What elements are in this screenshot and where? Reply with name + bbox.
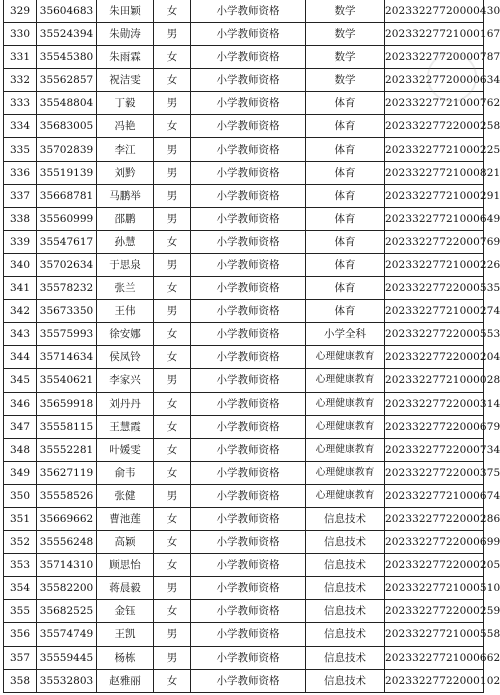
subject-cell: 心理健康教育 (306, 369, 385, 392)
row-number-cell: 332 (4, 69, 37, 92)
exam-id-cell: 35627119 (37, 461, 97, 484)
table-row (4, 369, 484, 392)
applicant-name-cell: 张健 (97, 484, 154, 507)
table-row (4, 92, 484, 115)
subject-cell: 体育 (306, 161, 385, 184)
gender-cell: 男 (154, 646, 191, 669)
gender-cell: 女 (154, 669, 191, 692)
exam-id-cell: 35582200 (37, 577, 97, 600)
gender-cell: 男 (154, 484, 191, 507)
row-number-cell: 337 (4, 184, 37, 207)
table-row (4, 554, 484, 577)
table-row (4, 161, 484, 184)
exam-id-cell: 35668781 (37, 184, 97, 207)
qualification-type-cell: 小学教师资格 (191, 577, 306, 600)
qualification-type-cell: 小学教师资格 (191, 346, 306, 369)
table-row (4, 346, 484, 369)
certificate-number-cell: 20233227721000291 (385, 184, 484, 207)
gender-cell: 男 (154, 253, 191, 276)
exam-id-cell: 35558115 (37, 415, 97, 438)
certificate-number-cell: 20233227722000769 (385, 230, 484, 253)
gender-cell: 男 (154, 577, 191, 600)
subject-cell: 数学 (306, 23, 385, 46)
certificate-number-cell: 20233227721000225 (385, 138, 484, 161)
table-row (4, 0, 484, 23)
table-row (4, 669, 484, 692)
table-row (4, 253, 484, 276)
applicant-name-cell: 祝洁雯 (97, 69, 154, 92)
applicant-name-cell: 高颖 (97, 531, 154, 554)
certificate-number-cell: 20233227720000787 (385, 46, 484, 69)
row-number-cell: 355 (4, 600, 37, 623)
applicant-name-cell: 丁毅 (97, 92, 154, 115)
certificate-number-cell: 20233227722000205 (385, 554, 484, 577)
roster-body (4, 0, 500, 692)
row-number-cell: 343 (4, 323, 37, 346)
subject-cell: 信息技术 (306, 623, 385, 646)
applicant-name-cell: 赵雅丽 (97, 669, 154, 692)
row-number-cell: 346 (4, 392, 37, 415)
qualification-type-cell: 小学教师资格 (191, 554, 306, 577)
gender-cell: 女 (154, 323, 191, 346)
row-number-cell: 354 (4, 577, 37, 600)
applicant-name-cell: 朱雨霖 (97, 46, 154, 69)
exam-id-cell: 35702634 (37, 253, 97, 276)
exam-id-cell: 35682525 (37, 600, 97, 623)
table-row (4, 300, 484, 323)
subject-cell: 心理健康教育 (306, 461, 385, 484)
subject-cell: 心理健康教育 (306, 484, 385, 507)
subject-cell: 数学 (306, 69, 385, 92)
exam-id-cell: 35519139 (37, 161, 97, 184)
certificate-number-cell: 20233227722000204 (385, 346, 484, 369)
applicant-name-cell: 叶媛雯 (97, 438, 154, 461)
table-row (4, 323, 484, 346)
certificate-number-cell: 20233227722000259 (385, 600, 484, 623)
exam-id-cell: 35532803 (37, 669, 97, 692)
certificate-number-cell: 20233227721000662 (385, 646, 484, 669)
row-number-cell: 340 (4, 253, 37, 276)
qualification-type-cell: 小学教师资格 (191, 230, 306, 253)
gender-cell: 女 (154, 46, 191, 69)
subject-cell: 体育 (306, 184, 385, 207)
gender-cell: 女 (154, 507, 191, 530)
applicant-name-cell: 王凯 (97, 623, 154, 646)
qualification-type-cell: 小学教师资格 (191, 669, 306, 692)
exam-id-cell: 35659918 (37, 392, 97, 415)
row-number-cell: 342 (4, 300, 37, 323)
applicant-name-cell: 金钰 (97, 600, 154, 623)
exam-id-cell: 35574749 (37, 623, 97, 646)
applicant-name-cell: 张兰 (97, 277, 154, 300)
subject-cell: 信息技术 (306, 600, 385, 623)
subject-cell: 信息技术 (306, 554, 385, 577)
applicant-name-cell: 顾思怡 (97, 554, 154, 577)
exam-id-cell: 35562857 (37, 69, 97, 92)
row-number-cell: 329 (4, 0, 37, 23)
qualification-type-cell: 小学教师资格 (191, 369, 306, 392)
qualification-type-cell: 小学教师资格 (191, 253, 306, 276)
qualification-type-cell: 小学教师资格 (191, 115, 306, 138)
subject-cell: 信息技术 (306, 531, 385, 554)
certificate-number-cell: 20233227720000430 (385, 0, 484, 23)
qualification-type-cell: 小学教师资格 (191, 531, 306, 554)
subject-cell: 体育 (306, 115, 385, 138)
qualification-type-cell: 小学教师资格 (191, 207, 306, 230)
applicant-name-cell: 邵鹏 (97, 207, 154, 230)
table-row (4, 138, 484, 161)
certificate-number-cell: 20233227722000535 (385, 277, 484, 300)
gender-cell: 男 (154, 161, 191, 184)
qualification-type-cell: 小学教师资格 (191, 646, 306, 669)
table-row (4, 600, 484, 623)
subject-cell: 心理健康教育 (306, 392, 385, 415)
row-number-cell: 338 (4, 207, 37, 230)
subject-cell: 体育 (306, 92, 385, 115)
gender-cell: 女 (154, 531, 191, 554)
row-number-cell: 335 (4, 138, 37, 161)
gender-cell: 女 (154, 277, 191, 300)
exam-id-cell: 35683005 (37, 115, 97, 138)
table-row (4, 277, 484, 300)
row-number-cell: 356 (4, 623, 37, 646)
row-number-cell: 352 (4, 531, 37, 554)
gender-cell: 男 (154, 184, 191, 207)
exam-id-cell: 35560999 (37, 207, 97, 230)
exam-id-cell: 35669662 (37, 507, 97, 530)
exam-id-cell: 35559445 (37, 646, 97, 669)
gender-cell: 女 (154, 346, 191, 369)
qualification-type-cell: 小学教师资格 (191, 323, 306, 346)
qualification-type-cell: 小学教师资格 (191, 438, 306, 461)
subject-cell: 小学全科 (306, 323, 385, 346)
qualification-roster-table (3, 0, 500, 693)
applicant-name-cell: 于思泉 (97, 253, 154, 276)
applicant-name-cell: 马鹏举 (97, 184, 154, 207)
certificate-number-cell: 20233227721000274 (385, 300, 484, 323)
table-row (4, 507, 484, 530)
gender-cell: 女 (154, 115, 191, 138)
table-row (4, 484, 484, 507)
gender-cell: 女 (154, 69, 191, 92)
applicant-name-cell: 孙慧 (97, 230, 154, 253)
certificate-number-cell: 20233227721000167 (385, 23, 484, 46)
subject-cell: 信息技术 (306, 507, 385, 530)
subject-cell: 心理健康教育 (306, 346, 385, 369)
table-row (4, 461, 484, 484)
certificate-number-cell: 20233227721000649 (385, 207, 484, 230)
table-row (4, 438, 484, 461)
row-number-cell: 334 (4, 115, 37, 138)
certificate-number-cell: 20233227721000674 (385, 484, 484, 507)
table-row (4, 392, 484, 415)
table-row (4, 623, 484, 646)
row-number-cell: 333 (4, 92, 37, 115)
exam-id-cell: 35575993 (37, 323, 97, 346)
certificate-number-cell: 20233227722000286 (385, 507, 484, 530)
applicant-name-cell: 王慧霞 (97, 415, 154, 438)
qualification-type-cell: 小学教师资格 (191, 69, 306, 92)
gender-cell: 男 (154, 23, 191, 46)
certificate-number-cell: 20233227721000226 (385, 253, 484, 276)
exam-id-cell: 35673350 (37, 300, 97, 323)
row-number-cell: 341 (4, 277, 37, 300)
row-number-cell: 349 (4, 461, 37, 484)
gender-cell: 男 (154, 623, 191, 646)
applicant-name-cell: 徐安娜 (97, 323, 154, 346)
exam-id-cell: 35558526 (37, 484, 97, 507)
subject-cell: 数学 (306, 46, 385, 69)
gender-cell: 女 (154, 0, 191, 23)
qualification-type-cell: 小学教师资格 (191, 623, 306, 646)
table-row (4, 207, 484, 230)
table-row (4, 69, 484, 92)
row-number-cell: 347 (4, 415, 37, 438)
applicant-name-cell: 朱勋涛 (97, 23, 154, 46)
row-number-cell: 339 (4, 230, 37, 253)
gender-cell: 男 (154, 92, 191, 115)
certificate-number-cell: 20233227722000314 (385, 392, 484, 415)
applicant-name-cell: 李家兴 (97, 369, 154, 392)
applicant-name-cell: 侯凤铃 (97, 346, 154, 369)
table-row (4, 115, 484, 138)
exam-id-cell: 35540621 (37, 369, 97, 392)
row-number-cell: 350 (4, 484, 37, 507)
row-number-cell: 353 (4, 554, 37, 577)
subject-cell: 体育 (306, 230, 385, 253)
qualification-type-cell: 小学教师资格 (191, 415, 306, 438)
row-number-cell: 351 (4, 507, 37, 530)
subject-cell: 体育 (306, 207, 385, 230)
certificate-number-cell: 20233227722000699 (385, 531, 484, 554)
row-number-cell: 348 (4, 438, 37, 461)
gender-cell: 女 (154, 438, 191, 461)
subject-cell: 心理健康教育 (306, 415, 385, 438)
certificate-number-cell: 20233227721000028 (385, 369, 484, 392)
qualification-type-cell: 小学教师资格 (191, 507, 306, 530)
subject-cell: 体育 (306, 253, 385, 276)
qualification-type-cell: 小学教师资格 (191, 484, 306, 507)
qualification-type-cell: 小学教师资格 (191, 277, 306, 300)
subject-cell: 体育 (306, 277, 385, 300)
gender-cell: 男 (154, 138, 191, 161)
row-number-cell: 358 (4, 669, 37, 692)
gender-cell: 男 (154, 300, 191, 323)
qualification-type-cell: 小学教师资格 (191, 92, 306, 115)
gender-cell: 女 (154, 461, 191, 484)
row-number-cell: 330 (4, 23, 37, 46)
table-row (4, 46, 484, 69)
row-number-cell: 331 (4, 46, 37, 69)
certificate-number-cell: 20233227721000762 (385, 92, 484, 115)
row-number-cell: 344 (4, 346, 37, 369)
certificate-number-cell: 20233227722000102 (385, 669, 484, 692)
qualification-type-cell: 小学教师资格 (191, 300, 306, 323)
applicant-name-cell: 刘黔 (97, 161, 154, 184)
certificate-number-cell: 20233227722000375 (385, 461, 484, 484)
subject-cell: 信息技术 (306, 646, 385, 669)
certificate-number-cell: 20233227721000558 (385, 623, 484, 646)
subject-cell: 数学 (306, 0, 385, 23)
row-number-cell: 357 (4, 646, 37, 669)
table-row (4, 184, 484, 207)
qualification-type-cell: 小学教师资格 (191, 184, 306, 207)
certificate-number-cell: 20233227722000258 (385, 115, 484, 138)
table-row (4, 230, 484, 253)
applicant-name-cell: 朱田颖 (97, 0, 154, 23)
applicant-name-cell: 王伟 (97, 300, 154, 323)
exam-id-cell: 35714310 (37, 554, 97, 577)
certificate-number-cell: 20233227722000679 (385, 415, 484, 438)
qualification-type-cell: 小学教师资格 (191, 392, 306, 415)
exam-id-cell: 35578232 (37, 277, 97, 300)
applicant-name-cell: 曹池莲 (97, 507, 154, 530)
applicant-name-cell: 李江 (97, 138, 154, 161)
applicant-name-cell: 蒋晨毅 (97, 577, 154, 600)
exam-id-cell: 35714634 (37, 346, 97, 369)
gender-cell: 女 (154, 554, 191, 577)
certificate-number-cell: 20233227720000634 (385, 69, 484, 92)
gender-cell: 男 (154, 369, 191, 392)
certificate-number-cell: 20233227721000510 (385, 577, 484, 600)
exam-id-cell: 35702839 (37, 138, 97, 161)
qualification-type-cell: 小学教师资格 (191, 0, 306, 23)
qualification-type-cell: 小学教师资格 (191, 46, 306, 69)
applicant-name-cell: 刘丹丹 (97, 392, 154, 415)
qualification-type-cell: 小学教师资格 (191, 138, 306, 161)
gender-cell: 女 (154, 600, 191, 623)
qualification-type-cell: 小学教师资格 (191, 161, 306, 184)
exam-id-cell: 35547617 (37, 230, 97, 253)
table-row (4, 415, 484, 438)
qualification-type-cell: 小学教师资格 (191, 600, 306, 623)
exam-id-cell: 35524394 (37, 23, 97, 46)
subject-cell: 信息技术 (306, 577, 385, 600)
applicant-name-cell: 冯艳 (97, 115, 154, 138)
table-row (4, 646, 484, 669)
certificate-number-cell: 20233227721000821 (385, 161, 484, 184)
certificate-number-cell: 20233227722000553 (385, 323, 484, 346)
qualification-type-cell: 小学教师资格 (191, 461, 306, 484)
exam-id-cell: 35545380 (37, 46, 97, 69)
subject-cell: 信息技术 (306, 669, 385, 692)
applicant-name-cell: 杨栋 (97, 646, 154, 669)
subject-cell: 心理健康教育 (306, 438, 385, 461)
table-row (4, 23, 484, 46)
row-number-cell: 345 (4, 369, 37, 392)
table-row (4, 577, 484, 600)
table-row (4, 531, 484, 554)
exam-id-cell: 35548804 (37, 92, 97, 115)
exam-id-cell: 35552281 (37, 438, 97, 461)
exam-id-cell: 35556248 (37, 531, 97, 554)
certificate-number-cell: 20233227722000734 (385, 438, 484, 461)
gender-cell: 女 (154, 415, 191, 438)
gender-cell: 男 (154, 207, 191, 230)
subject-cell: 体育 (306, 138, 385, 161)
gender-cell: 女 (154, 230, 191, 253)
exam-id-cell: 35604683 (37, 0, 97, 23)
roster-sheet (3, 0, 500, 693)
subject-cell: 体育 (306, 300, 385, 323)
gender-cell: 女 (154, 392, 191, 415)
qualification-type-cell: 小学教师资格 (191, 23, 306, 46)
row-number-cell: 336 (4, 161, 37, 184)
applicant-name-cell: 俞韦 (97, 461, 154, 484)
